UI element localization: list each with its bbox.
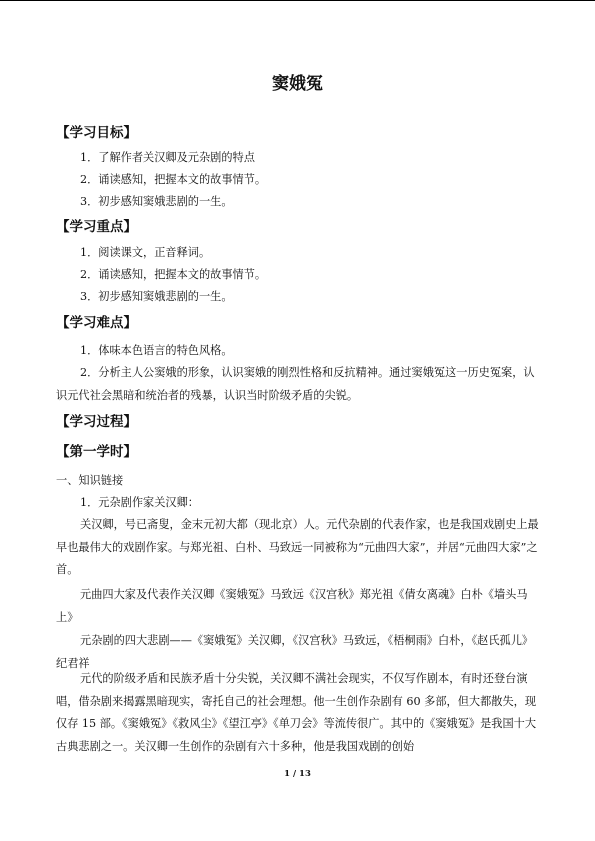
page-title: 窦娥冤 bbox=[272, 74, 323, 94]
keypoint-item: 1．阅读课文，正音释词。 bbox=[80, 246, 211, 259]
page-number: 1 / 13 bbox=[284, 769, 311, 779]
paragraph: 元杂剧的四大悲剧——《窦娥冤》关汉卿，《汉宫秋》马致远，《梧桐雨》白朴，《赵氏孤儿》纪君祥 bbox=[56, 634, 534, 670]
heading-goals: 【学习目标】 bbox=[56, 125, 137, 141]
heading-first-period: 【第一学时】 bbox=[56, 444, 137, 460]
goal-item: 3．初步感知窦娥悲剧的一生。 bbox=[80, 195, 233, 208]
difficulty-item: 1．体味本色语言的特色风格。 bbox=[80, 344, 233, 357]
difficulty-item: 2．分析主人公窦娥的形象，认识窦娥的刚烈性格和反抗精神。通过窦娥冤这一历史冤案，认识元代社会黑暗和统治者的残暴，认识当时阶级矛盾的尖锐。 bbox=[56, 366, 535, 402]
keypoint-item: 3．初步感知窦娥悲剧的一生。 bbox=[80, 290, 233, 303]
paragraph: 元曲四大家及代表作关汉卿《窦娥冤》马致远《汉宫秋》郑光祖《倩女离魂》白朴《墙头马上》 bbox=[56, 588, 528, 624]
heading-process: 【学习过程】 bbox=[56, 414, 137, 430]
keypoint-item: 2．诵读感知，把握本文的故事情节。 bbox=[80, 268, 267, 281]
subheading-guan-hanqing: 1．元杂剧作家关汉卿： bbox=[80, 496, 199, 509]
paragraph: 关汉卿，号已斋叟，金末元初大都（现北京）人。元代杂剧的代表作家，也是我国戏剧史上最早也最伟大的戏剧作家。与郑光祖、白朴、马致远一同被称为“元曲四大家”，并居“元曲四大家”之首。 bbox=[56, 518, 539, 576]
heading-keypoints: 【学习重点】 bbox=[56, 219, 137, 235]
goal-item: 1．了解作者关汉卿及元杂剧的特点 bbox=[80, 151, 255, 164]
heading-difficulties: 【学习难点】 bbox=[56, 315, 137, 331]
page-top-rule bbox=[0, 0, 595, 1]
knowledge-link-heading: 一、知识链接 bbox=[56, 474, 124, 487]
goal-item: 2．诵读感知，把握本文的故事情节。 bbox=[80, 173, 267, 186]
paragraph: 元代的阶级矛盾和民族矛盾十分尖锐，关汉卿不满社会现实，不仅写作剧本，有时还登台演唱，借杂剧来揭露黑暗现实，寄托自己的社会理想。他一生创作杂剧有 60 多部，但大都散失，现仅存 15 部。《窦娥冤》《救风尘》《望江亭》《单刀会》等流传很广。其中的《窦娥冤》是我国十大古典悲剧之一。关汉卿一生创作的杂剧有六十多种，他是我国戏剧的创始 bbox=[56, 672, 537, 753]
